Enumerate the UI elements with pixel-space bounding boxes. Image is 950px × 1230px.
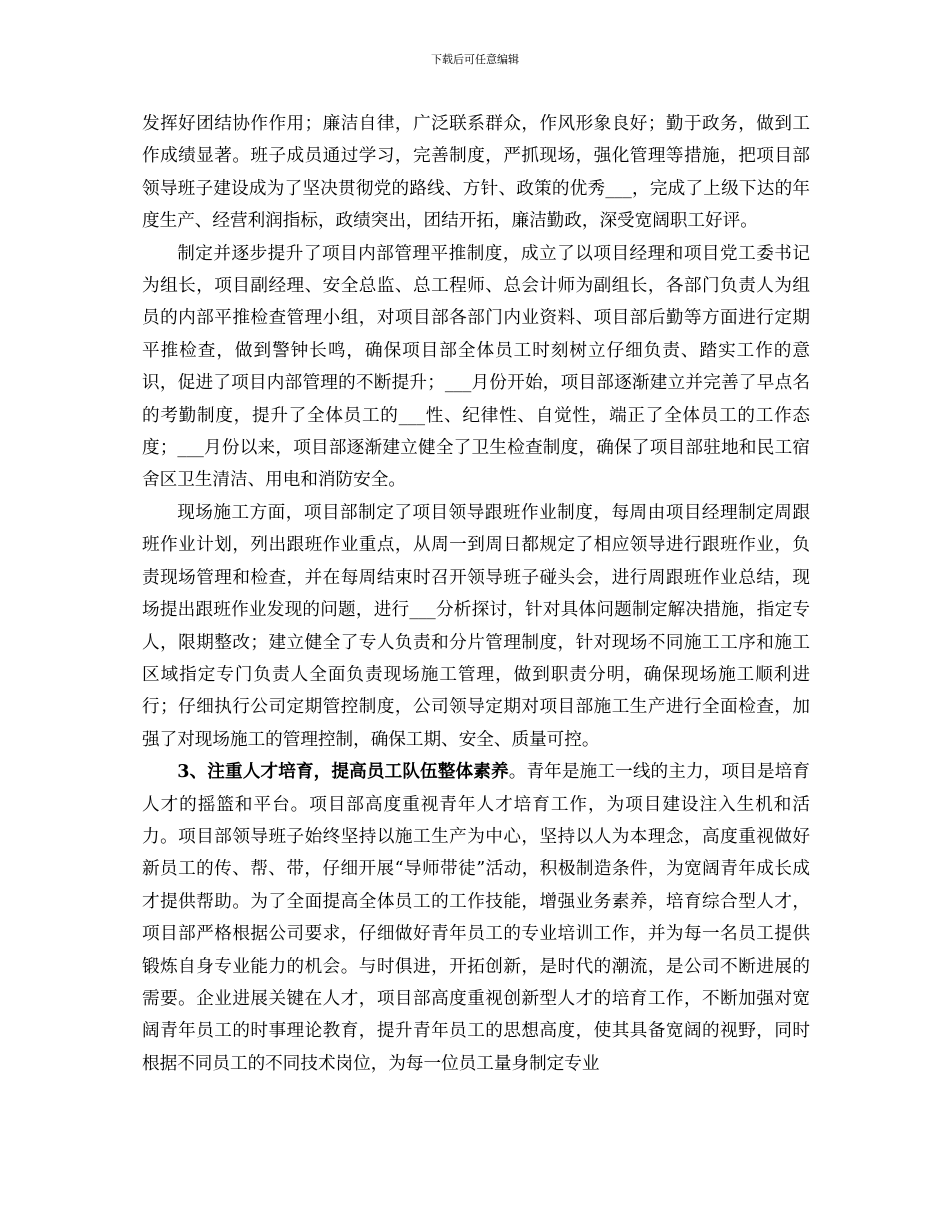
paragraph-1: 发挥好团结协作作用；廉洁自律，广泛联系群众，作风形象良好；勤于政务，做到工作成绩显著。班子成员通过学习，完善制度，严抓现场，强化管理等措施，把项目部领导班子建设成为了坚决贯彻党的路线、方针、政策的优秀___，完成了上级下达的年度生产、经营利润指标，政绩突出，团结开拓，廉洁勤政，深受宽阔职工好评。 — [142, 114, 810, 232]
paragraph-2: 制定并逐步提升了项目内部管理平推制度，成立了以项目经理和项目党工委书记为组长，项目副经理、安全总监、总工程师、总会计师为副组长，各部门负责人为组员的内部平推检查管理小组，对项目部各部门内业资料、项目部后勤等方面进行定期平推检查，做到警钟长鸣，确保项目部全体员工时刻树立仔细负责、踏实工作的意识，促进了项目内部管理的不断提升；___月份开始，项目部逐渐建立并完善了早点名的考勤制度，提升了全体员工的___性、纪律性、自觉性，端正了全体员工的工作态度；___月份以来，项目部逐渐建立健全了卫生检查制度，确保了项目部驻地和民工宿舍区卫生清洁、用电和消防安全。 — [142, 243, 810, 491]
paragraph-4 — [142, 756, 810, 1080]
document-body — [142, 108, 810, 1080]
section-heading: 3、注重人才培育，提高员工队伍整体素养 — [177, 761, 509, 783]
paragraph-3: 现场施工方面，项目部制定了项目领导跟班作业制度，每周由项目经理制定周跟班作业计划，列出跟班作业重点，从周一到周日都规定了相应领导进行跟班作业，负责现场管理和检查，并在每周结束时召开领导班子碰头会，进行周跟班作业总结，现场提出跟班作业发现的问题，进行___分析探讨，针对具体问题制定解决措施，指定专人，限期整改；建立健全了专人负责和分片管理制度，针对现场不同施工工序和施工区域指定专门负责人全面负责现场施工管理，做到职责分明，确保现场施工顺利进行；仔细执行公司定期管控制度，公司领导定期对项目部施工生产进行全面检查，加强了对现场施工的管理控制，确保工期、安全、质量可控。 — [142, 502, 810, 750]
paragraph-4-text: 。青年是施工一线的主力，项目是培育人才的摇篮和平台。项目部高度重视青年人才培育工作，为项目建设注入生机和活力。项目部领导班子始终坚持以施工生产为中心，坚持以人为本理念，高度重视做好新员工的传、帮、带，仔细开展“导师带徒”活动，积极制造条件，为宽阔青年成长成才提供帮助。为了全面提高全体员工的工作技能，增强业务素养，培育综合型人才，项目部严格根据公司要求，仔细做好青年员工的专业培训工作，并为每一名员工提供锻炼自身专业能力的机会。与时俱进，开拓创新，是时代的潮流，是公司不断进展的需要。企业进展关键在人才，项目部高度重视创新型人才的培育工作，不断加强对宽阔青年员工的时事理论教育，提升青年员工的思想高度，使其具备宽阔的视野，同时根据不同员工的不同技术岗位，为每一位员工量身制定专业 — [142, 762, 810, 1074]
page-header: 下载后可任意编辑 — [431, 53, 519, 66]
